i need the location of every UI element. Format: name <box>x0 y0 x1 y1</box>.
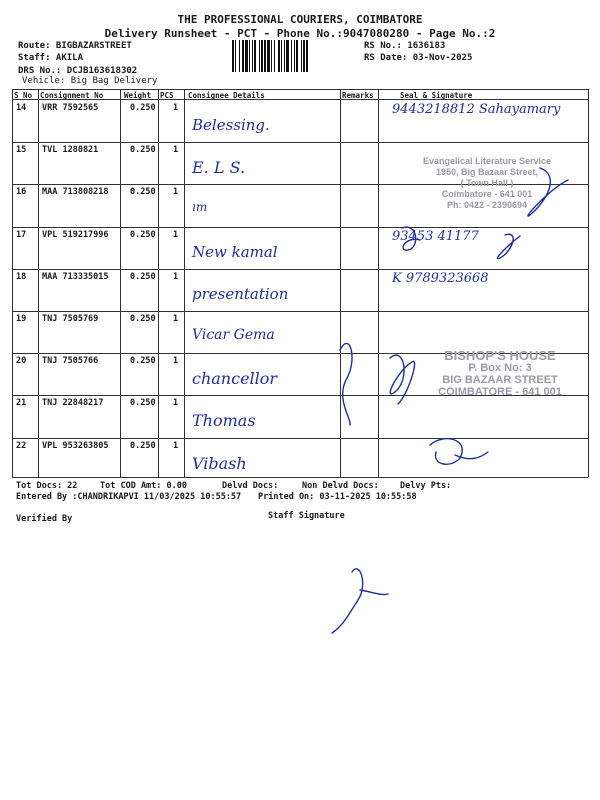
row-weight: 0.250 <box>130 103 156 113</box>
stamp-line: ( Town Hall ) <box>460 178 514 188</box>
row-pcs: 1 <box>173 356 179 367</box>
entered-by: Entered By :CHANDRIKAPVI 11/03/2025 10:55:57 <box>16 492 242 502</box>
row-pcs: 1 <box>173 314 179 324</box>
stamp-line: BISHOP'S HOUSE <box>444 348 556 363</box>
staff-signature-stroke <box>332 569 388 633</box>
row-consignee-name: Belessing. <box>192 116 270 134</box>
row-pcs: 1 <box>173 103 179 113</box>
stamp-line: Ph: 0422 - 2390694 <box>446 200 528 210</box>
row-weight: 0.250 <box>130 398 156 409</box>
route-label: Route: BIGBAZARSTREET <box>18 41 132 51</box>
row-consignee-name: ıт <box>192 200 208 215</box>
row-pcs: 1 <box>173 271 179 282</box>
row-consignee-name: chancellor <box>192 369 278 389</box>
row-consignment-no: VPL 953263805 <box>42 440 109 451</box>
row-consignment-no: TVL 1280821 <box>42 145 99 156</box>
signature-stroke-19 <box>340 343 352 425</box>
row-pcs: 1 <box>173 145 179 156</box>
col-pcs: PCS <box>160 91 174 100</box>
row-consignee-name: Vicar Gema <box>192 327 275 343</box>
row-weight: 0.250 <box>130 440 156 451</box>
col-consignment: Consignment No <box>40 91 104 100</box>
vehicle-label: Vehicle: Big Bag Delivery <box>22 76 158 86</box>
row-consignment-no: VPL 519217996 <box>42 229 109 240</box>
row-weight: 0.250 <box>130 187 156 198</box>
tot-cod-amt: Tot COD Amt: 0.00 <box>100 481 187 491</box>
col-sno: S No <box>14 91 33 100</box>
rs-number: RS No.: 1636183 <box>364 41 446 51</box>
row-weight: 0.250 <box>130 229 156 240</box>
row-sno: 18 <box>16 271 27 282</box>
row-sno: 21 <box>16 398 27 409</box>
row-pcs: 1 <box>173 440 179 451</box>
company-title: THE PROFESSIONAL COURIERS, COIMBATORE <box>177 13 423 26</box>
signature-stroke-15 <box>528 168 568 216</box>
row-consignment-no: TNJ 22848217 <box>42 398 104 409</box>
drs-number: DRS No.: DCJB163618302 <box>18 66 138 76</box>
row-sno: 19 <box>16 314 27 324</box>
col-remarks: Remarks <box>342 91 374 100</box>
delvd-docs: Delvd Docs: <box>222 481 279 491</box>
staff-label: Staff: AKILA <box>18 53 84 63</box>
row-consignee-name: Thomas <box>192 411 256 431</box>
stamp-line: Coimbatore - 641 001 <box>441 189 533 199</box>
signature-stroke-20 <box>390 355 415 404</box>
row-consignment-no: VRR 7592565 <box>42 103 99 113</box>
row-sno: 17 <box>16 229 27 240</box>
row-weight: 0.250 <box>130 145 156 156</box>
signature-stroke-17 <box>402 227 420 250</box>
row-weight: 0.250 <box>130 314 156 324</box>
stamp-line: COIMBATORE - 641 001 <box>438 386 562 398</box>
non-delvd-docs: Non Delvd Docs: <box>302 481 379 491</box>
stamp-line: 1950, Big Bazaar Street, <box>435 167 539 177</box>
row-sno: 22 <box>16 440 27 451</box>
row-seal-signature: 9443218812 Sahayamary <box>392 102 561 117</box>
row-seal-signature: K 9789323668 <box>392 270 489 286</box>
tot-docs: Tot Docs: 22 <box>16 481 78 491</box>
row-weight: 0.250 <box>130 356 156 367</box>
verified-by-label: Verified By <box>16 514 73 524</box>
row-pcs: 1 <box>173 187 179 198</box>
stamp-line: P. Box No: 3 <box>468 362 532 374</box>
row-consignment-no: MAA 713808218 <box>42 187 109 198</box>
signature-stroke-16 <box>497 234 520 258</box>
delvy-pts: Delvy Pts: <box>400 481 452 491</box>
row-sno: 16 <box>16 187 27 198</box>
runsheet-subtitle: Delivery Runsheet - PCT - Phone No.:9047080280 - Page No.:2 <box>104 27 496 40</box>
row-weight: 0.250 <box>130 271 156 282</box>
col-weight: Weight <box>124 91 152 100</box>
row-consignee-name: Vibash <box>192 453 247 473</box>
col-seal: Seal & Signature <box>400 91 473 100</box>
row-sno: 20 <box>16 356 27 367</box>
col-consignee: Consignee Details <box>188 91 265 100</box>
row-consignee-name: E. L S. <box>192 158 246 178</box>
printed-on: Printed On: 03-11-2025 10:55:58 <box>258 492 417 502</box>
rs-date: RS Date: 03-Nov-2025 <box>364 53 473 63</box>
staff-signature-label: Staff Signature <box>268 511 345 521</box>
row-sno: 15 <box>16 145 27 156</box>
stamp-line: BIG BAZAAR STREET <box>442 374 558 386</box>
signature-stroke-22 <box>430 439 488 465</box>
row-consignment-no: MAA 713335015 <box>42 271 109 282</box>
row-seal-signature: 93453 41177 <box>392 228 479 244</box>
row-consignee-name: presentation <box>192 284 289 303</box>
row-consignment-no: TNJ 7505769 <box>42 314 99 324</box>
row-consignee-name: New kamal <box>192 242 278 261</box>
stamp-line: Evangelical Literature Service <box>422 156 552 166</box>
row-consignment-no: TNJ 7505766 <box>42 356 99 367</box>
row-sno: 14 <box>16 103 27 113</box>
row-pcs: 1 <box>173 398 179 409</box>
row-pcs: 1 <box>173 229 179 240</box>
